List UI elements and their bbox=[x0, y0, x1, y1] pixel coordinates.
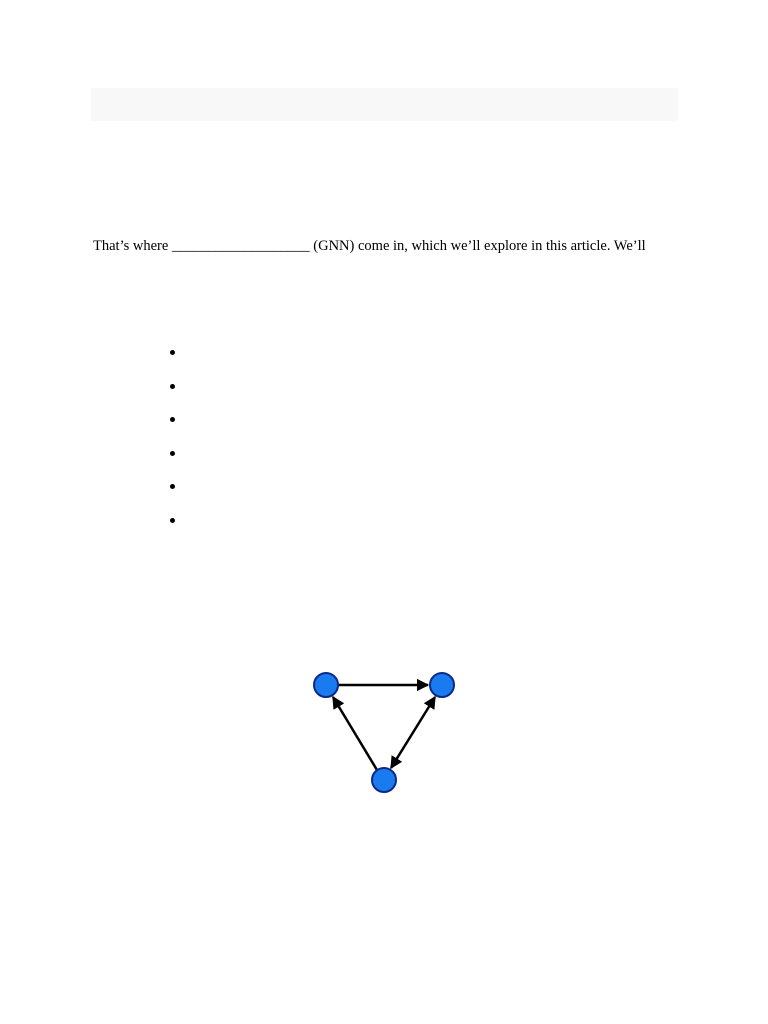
body-paragraph: That’s where ___________________ (GNN) come in, which we’ll explore in this article. We’ll bbox=[93, 238, 646, 254]
edge-bottom-to-top-left bbox=[333, 697, 377, 770]
directed-graph-diagram bbox=[300, 660, 470, 800]
graph-node-bottom bbox=[372, 768, 396, 792]
graph-node-top-right bbox=[430, 673, 454, 697]
graph-node-top-left bbox=[314, 673, 338, 697]
edge-bottom-top-right-bidirectional bbox=[391, 697, 435, 768]
header-band bbox=[91, 88, 678, 121]
